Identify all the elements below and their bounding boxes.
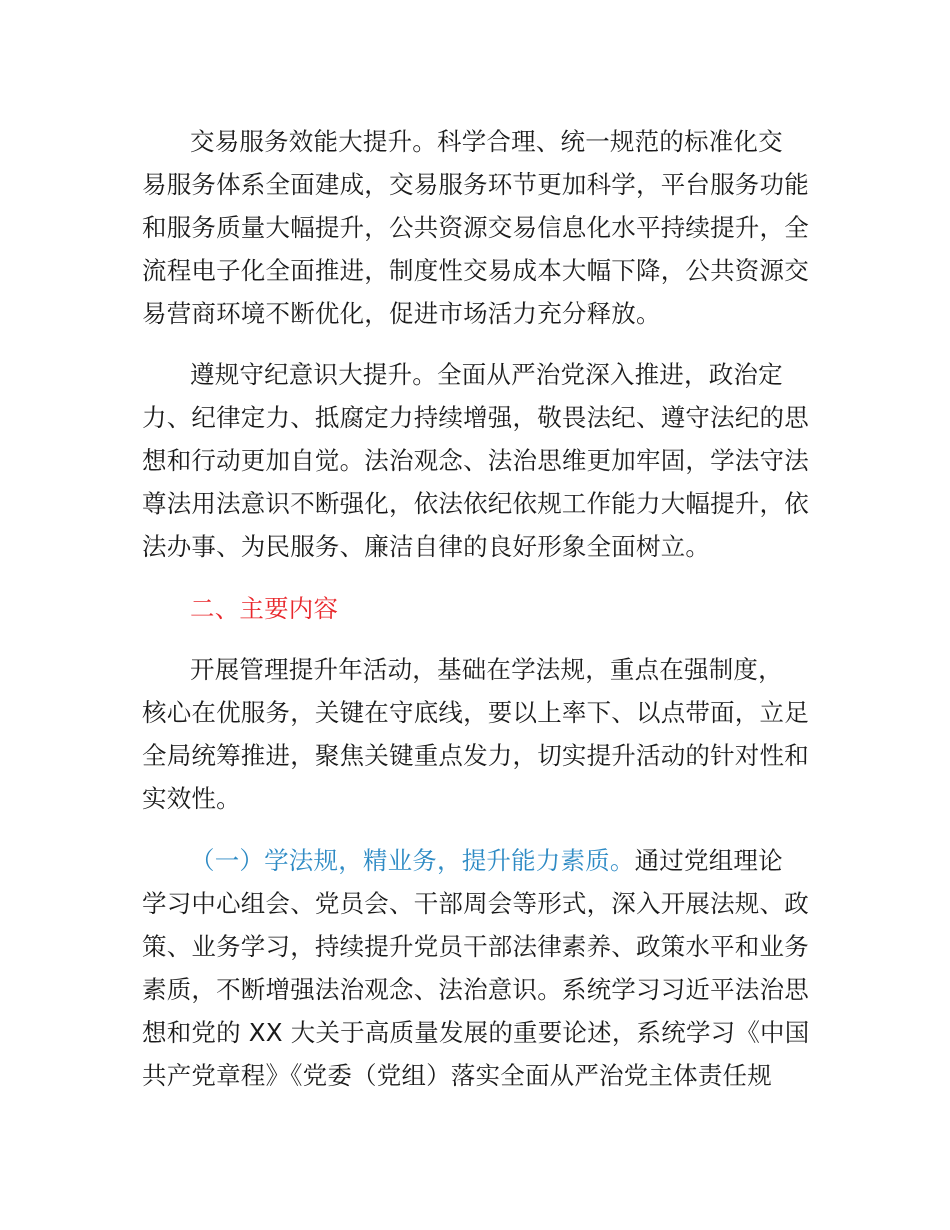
para4-line2: 学习中心组会、党员会、干部周会等形式，深入开展法规、政 bbox=[142, 889, 809, 918]
para1-line1: 交易服务效能大提升。科学合理、统一规范的标准化交 bbox=[190, 127, 783, 156]
para4-line1-rest: 通过党组理论 bbox=[634, 846, 783, 875]
para2-line2: 力、纪律定力、抵腐定力持续增强，敬畏法纪、遵守法纪的思 bbox=[142, 403, 809, 432]
para4-line3: 策、业务学习，持续提升党员干部法律素养、政策水平和业务 bbox=[142, 932, 809, 961]
section-heading: 二、主要内容 bbox=[190, 594, 339, 623]
para3-line1: 开展管理提升年活动，基础在学法规，重点在强制度， bbox=[190, 655, 783, 684]
para2-line3: 想和行动更加自觉。法治观念、法治思维更加牢固，学法守法 bbox=[142, 446, 809, 475]
para3-line3: 全局统筹推进，聚焦关键重点发力，切实提升活动的针对性和 bbox=[142, 741, 809, 770]
para2-line4: 尊法用法意识不断强化，依法依纪依规工作能力大幅提升，依 bbox=[142, 489, 809, 518]
para4-line6: 共产党章程》《党委（党组）落实全面从严治党主体责任规 bbox=[142, 1061, 772, 1090]
para2-line1: 遵规守纪意识大提升。全面从严治党深入推进，政治定 bbox=[190, 360, 783, 389]
para3-line2: 核心在优服务，关键在守底线，要以上率下、以点带面，立足 bbox=[142, 698, 809, 727]
para1-line4: 流程电子化全面推进，制度性交易成本大幅下降，公共资源交 bbox=[142, 256, 809, 285]
para4-line5: 想和党的 XX 大关于高质量发展的重要论述，系统学习《中国 bbox=[142, 1018, 810, 1047]
para1-line2: 易服务体系全面建成，交易服务环节更加科学，平台服务功能 bbox=[142, 170, 809, 199]
para2-line5: 法办事、为民服务、廉洁自律的良好形象全面树立。 bbox=[142, 532, 711, 561]
para1-line5: 易营商环境不断优化，促进市场活力充分释放。 bbox=[142, 299, 661, 328]
para4-line1 bbox=[190, 846, 783, 876]
para1-line3: 和服务质量大幅提升，公共资源交易信息化水平持续提升，全 bbox=[142, 213, 809, 242]
para4-line4: 素质，不断增强法治观念、法治意识。系统学习习近平法治思 bbox=[142, 975, 809, 1004]
subsection-heading: （一）学法规，精业务，提升能力素质。 bbox=[190, 846, 635, 875]
para3-line4: 实效性。 bbox=[142, 784, 241, 813]
